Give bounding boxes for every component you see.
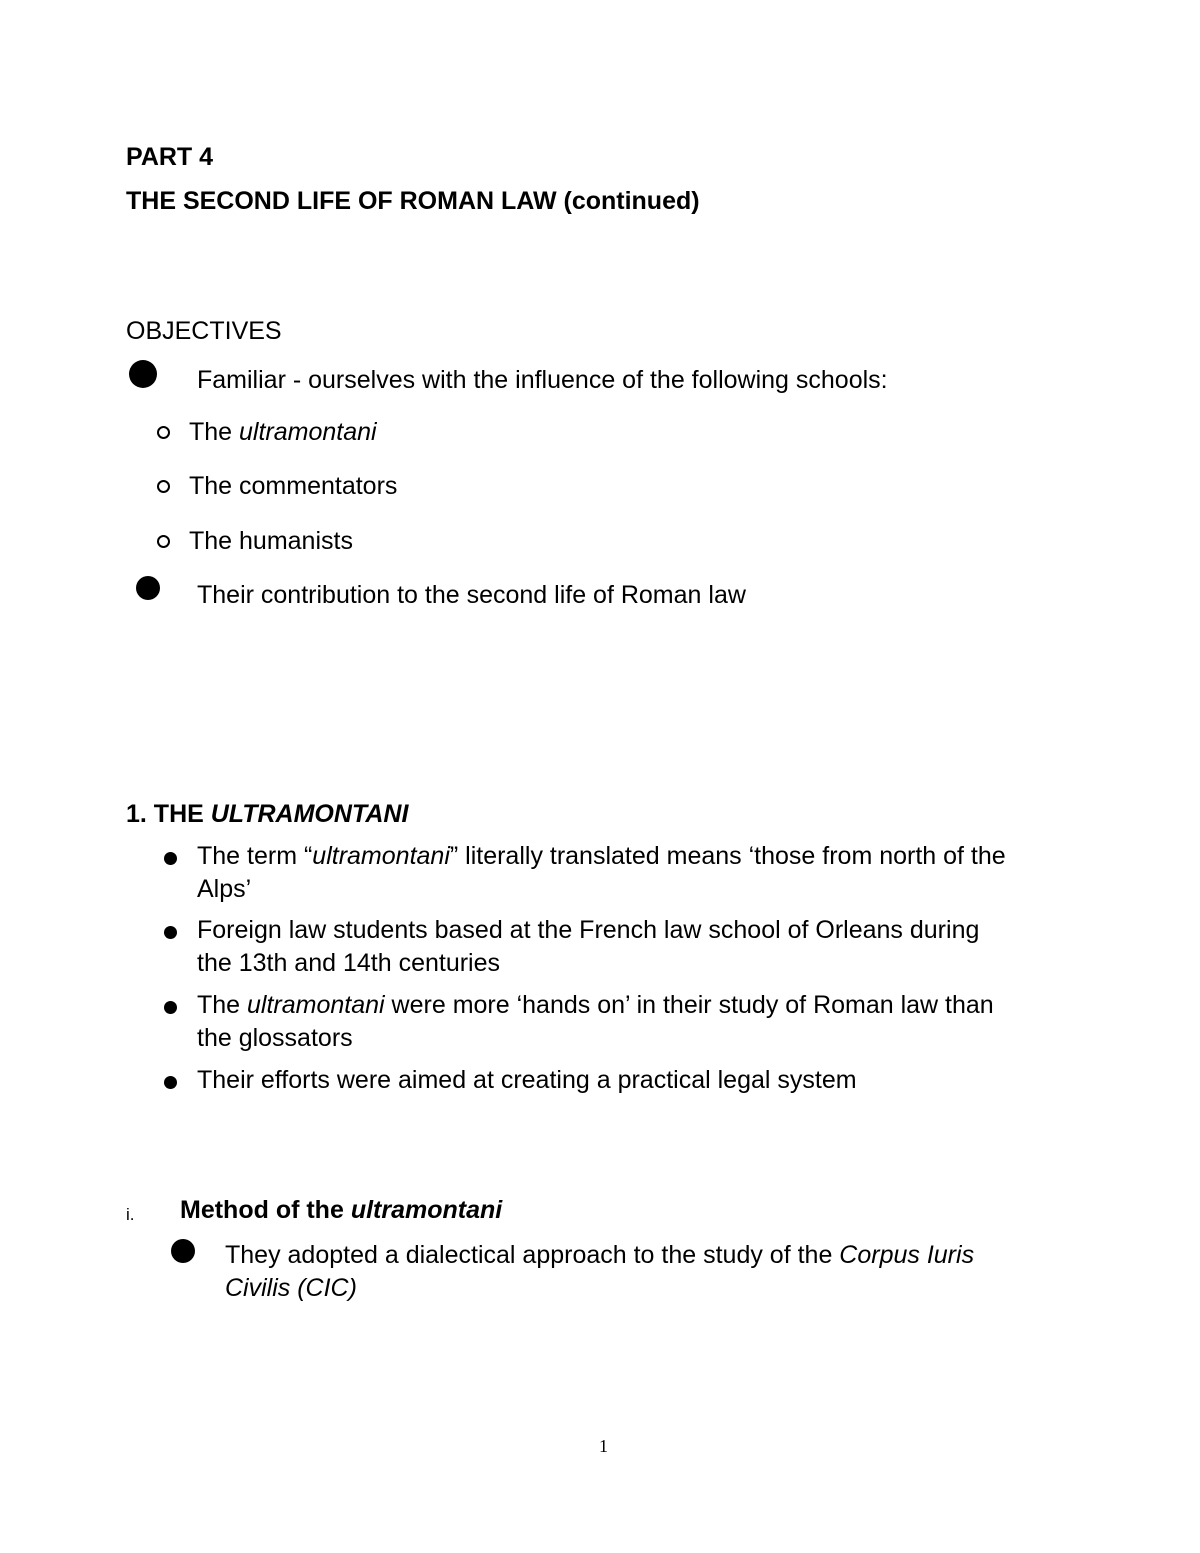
list-item: The ultramontani were more ‘hands on’ in their study of Roman law than the glossators (197, 991, 994, 1052)
part-label: PART 4 (126, 143, 214, 171)
objective-item: Their contribution to the second life of Roman law (197, 581, 746, 609)
bullet-icon (164, 1001, 177, 1014)
hollow-bullet-icon (157, 535, 170, 548)
section-heading: 1. THE ULTRAMONTANI (126, 800, 409, 828)
school-item: The commentators (189, 472, 398, 500)
list-item: Foreign law students based at the French law school of Orleans during the 13th and 14th centuries (197, 916, 980, 977)
school-item: The ultramontani (189, 418, 377, 446)
bullet-icon (164, 852, 177, 865)
page-title: THE SECOND LIFE OF ROMAN LAW (continued) (126, 187, 700, 215)
objectives-heading: OBJECTIVES (126, 317, 282, 345)
subsection-heading: Method of the ultramontani (180, 1196, 503, 1224)
page-number: 1 (599, 1436, 608, 1456)
list-item: Their efforts were aimed at creating a practical legal system (197, 1066, 857, 1094)
objective-item: Familiar - ourselves with the influence of the following schools: (197, 366, 888, 394)
hollow-bullet-icon (157, 480, 170, 493)
list-item: The term “ultramontani” literally translated means ‘those from north of the Alps’ (197, 842, 1006, 903)
school-item: The humanists (189, 527, 353, 555)
bullet-icon (136, 576, 160, 600)
bullet-icon (164, 926, 177, 939)
bullet-icon (171, 1239, 195, 1263)
bullet-icon (129, 360, 157, 388)
hollow-bullet-icon (157, 426, 170, 439)
list-item: They adopted a dialectical approach to the study of the Corpus Iuris Civilis (CIC) (225, 1241, 975, 1302)
bullet-icon (164, 1076, 177, 1089)
subsection-numeral: i. (126, 1205, 135, 1224)
